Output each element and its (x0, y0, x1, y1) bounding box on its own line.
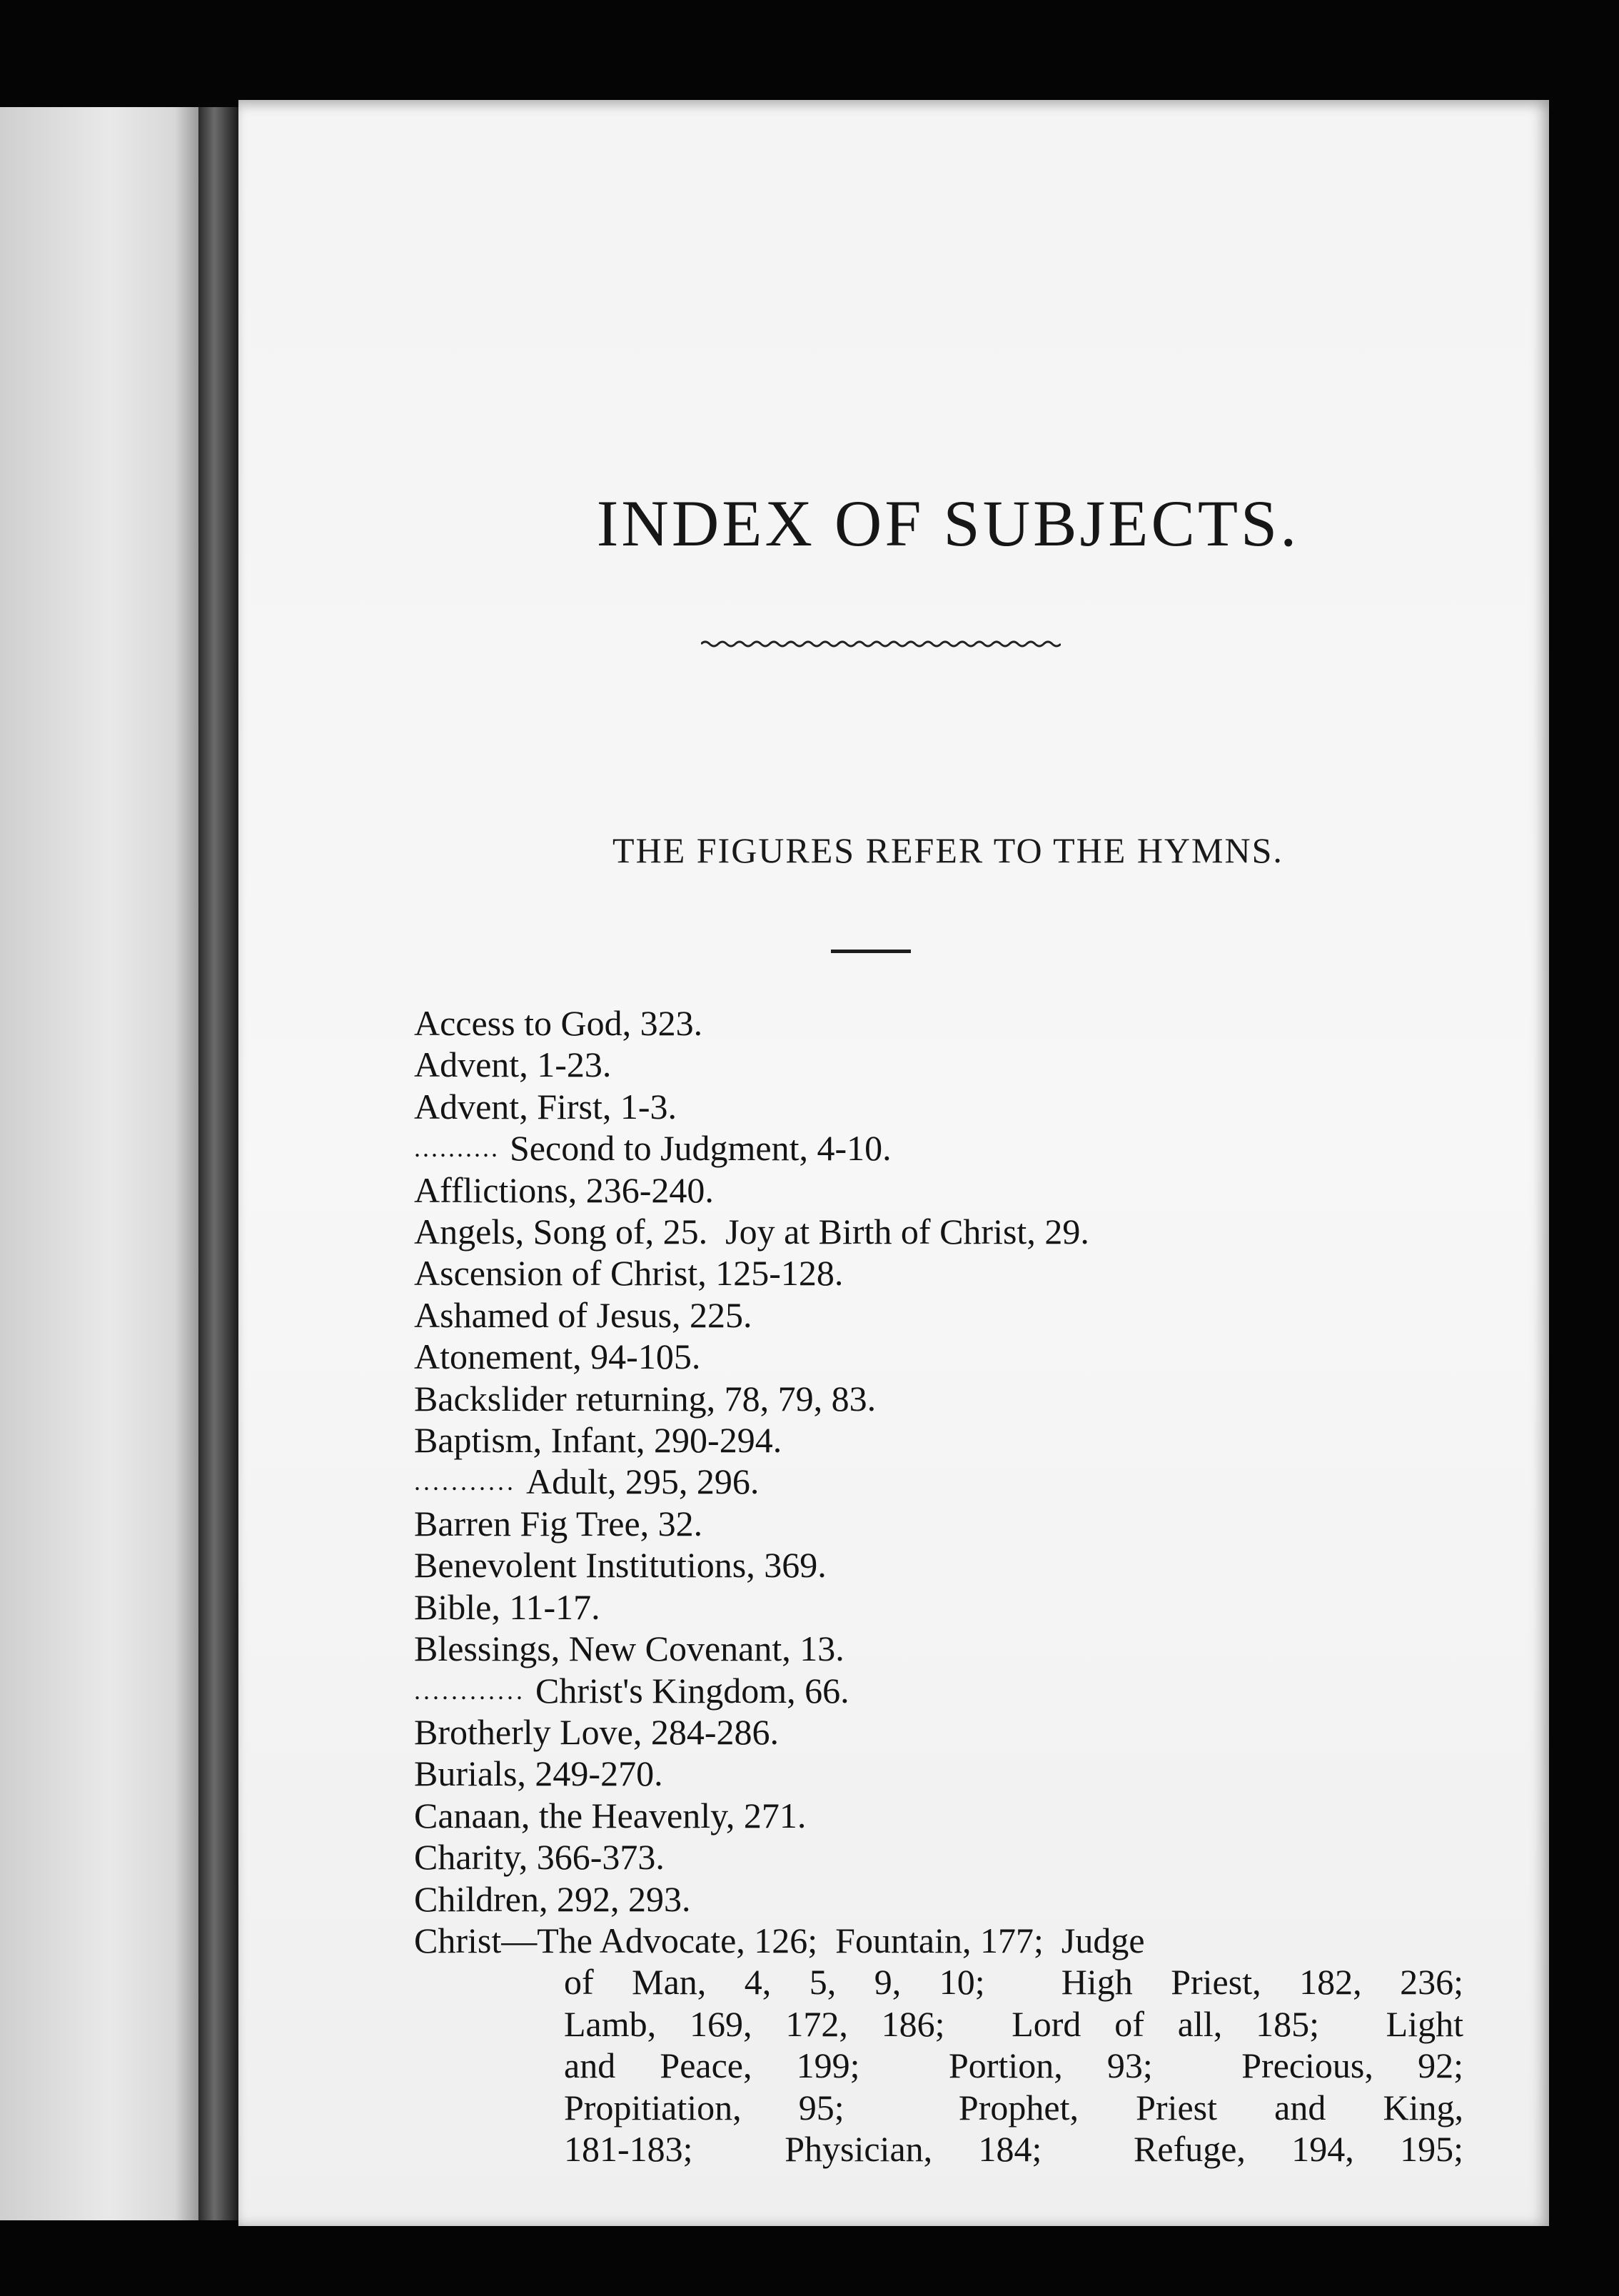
index-entry: Backslider returning, 78, 79, 83. (414, 1378, 877, 1419)
index-entry: Advent, First, 1-3. (414, 1086, 677, 1127)
index-entry: Atonement, 94-105. (414, 1336, 701, 1377)
index-entry: Blessings, New Covenant, 13. (414, 1628, 844, 1669)
index-page (238, 100, 1549, 2226)
index-entry: Charity, 366-373. (414, 1837, 665, 1878)
index-entry: Burials, 249-270. (414, 1753, 663, 1794)
page-subtitle: THE FIGURES REFER TO THE HYMNS. (612, 830, 1283, 870)
index-entry: Barren Fig Tree, 32. (414, 1503, 703, 1544)
index-entry: Adult, 295, 296. (526, 1461, 760, 1502)
subject-index-list (414, 1002, 1463, 2170)
facing-page-edge (0, 107, 198, 2220)
ornamental-rule (701, 637, 1061, 651)
short-rule (831, 950, 911, 953)
index-entry: Bible, 11-17. (414, 1586, 600, 1627)
index-subentry (414, 1127, 1463, 1169)
index-entry-continuation: Lamb, 169, 172, 186; Lord of all, 185; Light (564, 2003, 1463, 2044)
index-subentry (414, 1461, 1463, 1502)
page-title: INDEX OF SUBJECTS. (596, 487, 1300, 560)
index-entry: Access to God, 323. (414, 1003, 703, 1043)
index-entry: Baptism, Infant, 290-294. (414, 1420, 782, 1461)
index-entry: Brotherly Love, 284-286. (414, 1711, 780, 1752)
index-entry: Children, 292, 293. (414, 1878, 691, 1919)
index-entry: Canaan, the Heavenly, 271. (414, 1795, 807, 1836)
dot-leader: ........... (414, 1467, 516, 1496)
index-entry: Christ's Kingdom, 66. (535, 1670, 849, 1711)
index-entry-continuation: 181-183; Physician, 184; Refuge, 194, 195; (564, 2128, 1463, 2169)
index-entry-continuation: Propitiation, 95; Prophet, Priest and King, (564, 2087, 1463, 2128)
index-entry: Angels, Song of, 25. Joy at Birth of Christ, 29. (414, 1212, 1089, 1252)
index-entry: Benevolent Institutions, 369. (414, 1545, 827, 1586)
index-subentry (414, 1670, 1463, 1711)
index-entry-continuation: and Peace, 199; Portion, 93; Precious, 92; (564, 2045, 1463, 2086)
dot-leader: ............ (414, 1676, 525, 1705)
index-entry: Afflictions, 236-240. (414, 1169, 714, 1210)
dot-leader: .......... (414, 1134, 500, 1163)
index-entry: Christ—The Advocate, 126; Fountain, 177; Judge (414, 1920, 1145, 1960)
index-entry-continuation: of Man, 4, 5, 9, 10; High Priest, 182, 236; (564, 1962, 1463, 2003)
index-entry: Ascension of Christ, 125-128. (414, 1253, 844, 1294)
book-gutter (198, 107, 238, 2220)
index-entry: Ashamed of Jesus, 225. (414, 1294, 752, 1335)
index-entry: Advent, 1-23. (414, 1044, 612, 1085)
index-entry: Second to Judgment, 4-10. (510, 1128, 892, 1169)
